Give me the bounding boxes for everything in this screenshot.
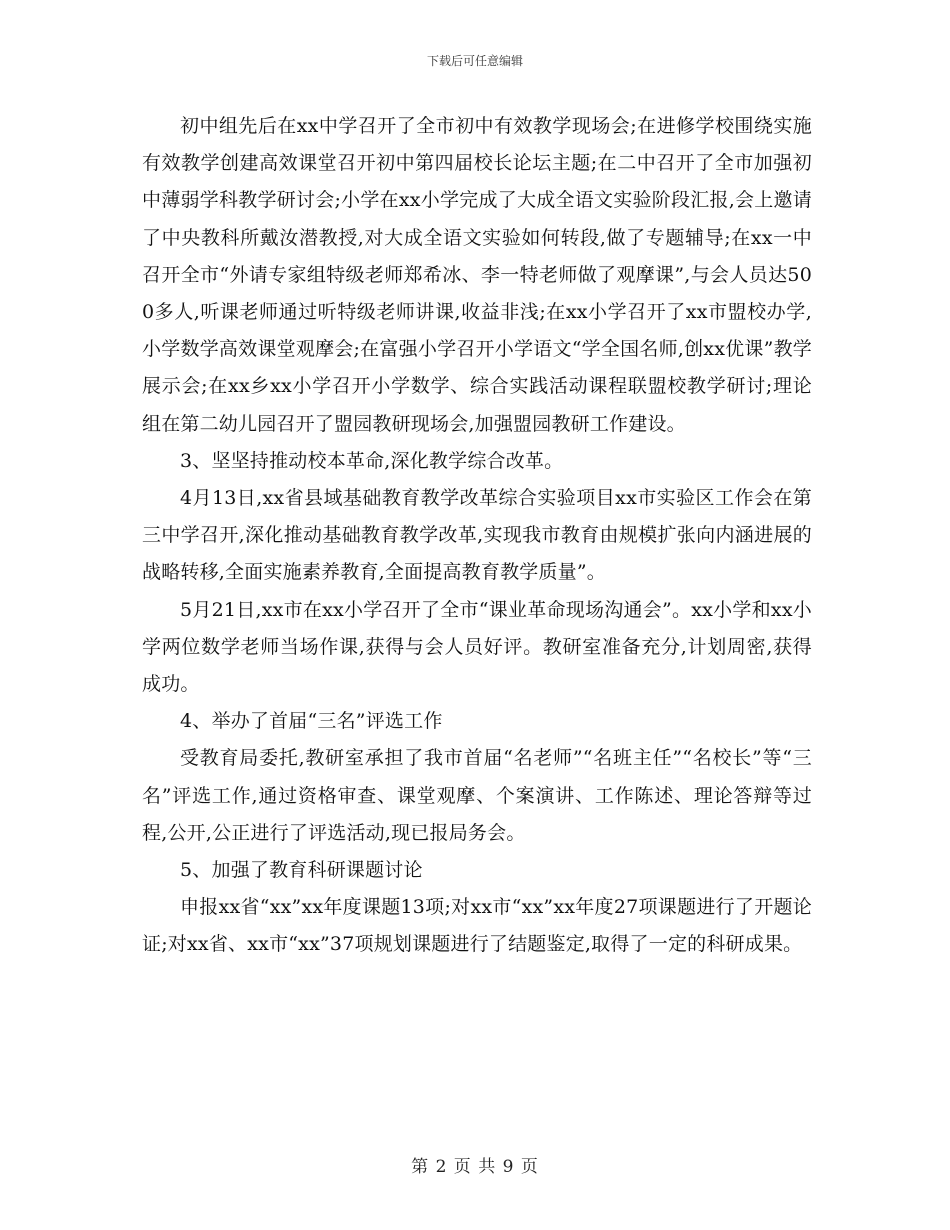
paragraph-research: 申报xx省“xx”xx年度课题13项;对xx市“xx”xx年度27项课题进行了开题论证;对xx省、xx市“xx”37项规划课题进行了结题鉴定,取得了一定的科研成果。 xyxy=(142,896,812,956)
heading-three-names: 4、举办了首届“三名”评选工作 xyxy=(180,710,443,733)
paragraph-april-meeting: 4月13日,xx省县域基础教育教学改革综合实验项目xx市实验区工作会在第三中学召开,深化推动基础教育教学改革,实现我市教育由规模扩张向内涵进展的战略转移,全面实施素养教育,全面提高教育教学质量”。 xyxy=(142,487,812,584)
paragraph-meetings: 初中组先后在xx中学召开了全市初中有效教学现场会;在进修学校围绕实施有效教学创建高效课堂召开初中第四届校长论坛主题;在二中召开了全市加强初中薄弱学科教学研讨会;小学在xx小学完成了大成全语文实验阶段汇报,会上邀请了中央教科所戴汝潜教授,对大成全语文实验如何转段,做了专题辅导;在xx一中召开全市“外请专家组特级老师郑希冰、李一特老师做了观摩课”,与会人员达500多人,听课老师通过听特级老师讲课,收益非浅;在xx小学召开了xx市盟校办学,小学数学高效课堂观摩会;在富强小学召开小学语文“学全国名师,创xx优课”教学展示会;在xx乡xx小学召开小学数学、综合实践活动课程联盟校教学研讨;理论组在第二幼儿园召开了盟园教研现场会,加强盟园教研工作建设。 xyxy=(142,115,812,435)
heading-research: 5、加强了教育科研课题讨论 xyxy=(180,859,423,882)
heading-school-reform: 3、坚坚持推动校本革命,深化教学综合改革。 xyxy=(180,449,564,472)
paragraph-may-meeting: 5月21日,xx市在xx小学召开了全市“课业革命现场沟通会”。xx小学和xx小学两位数学老师当场作课,获得与会人员好评。教研室准备充分,计划周密,获得成功。 xyxy=(142,598,812,696)
paragraph-three-names: 受教育局委托,教研室承担了我市首届“名老师”“名班主任”“名校长”等“三名”评选工作,通过资格审查、课堂观摩、个案演讲、工作陈述、理论答辩等过程,公开,公正进行了评选活动,现已报局务会。 xyxy=(142,747,812,844)
page-number: 第 2 页 共 9 页 xyxy=(411,1157,539,1177)
body-text xyxy=(142,108,812,964)
header-note: 下载后可任意编辑 xyxy=(426,54,523,68)
